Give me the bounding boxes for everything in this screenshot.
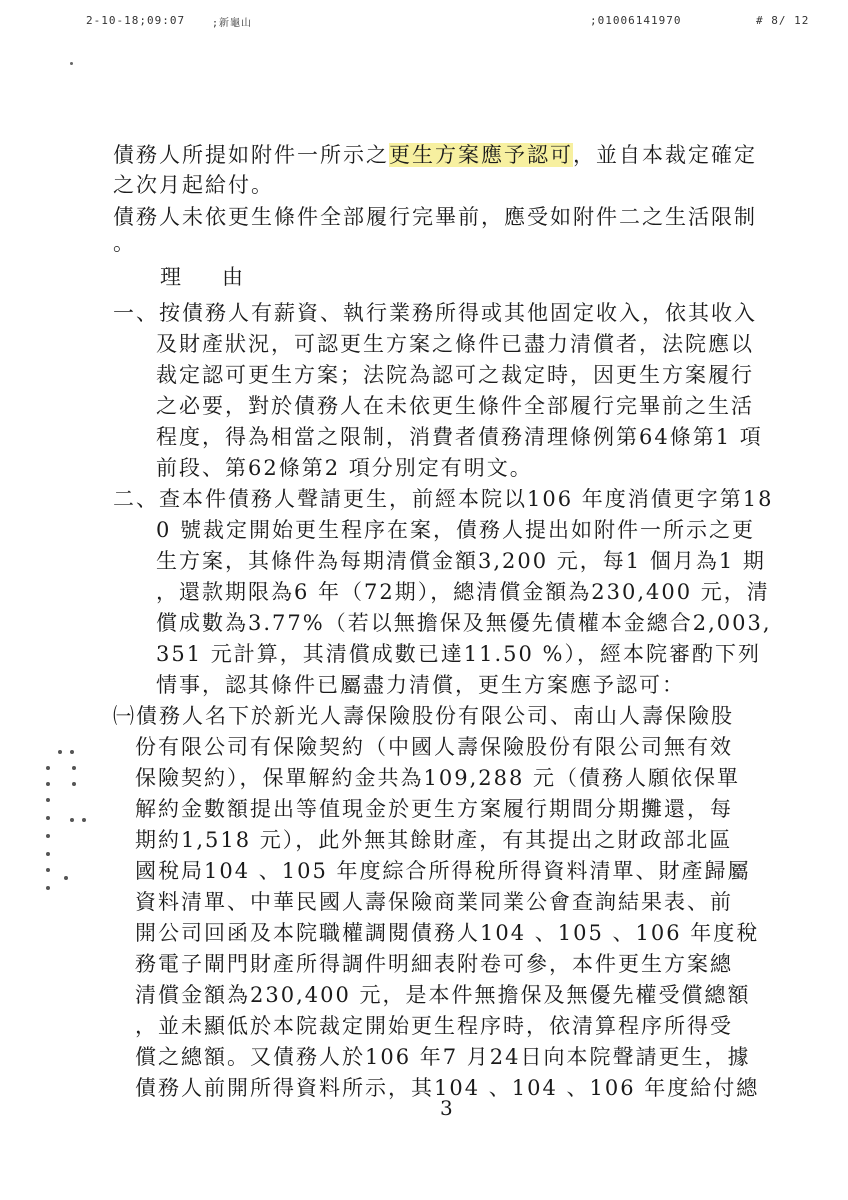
binding-dot bbox=[64, 876, 68, 880]
text-line: 償之總額。又債務人於106 年7 月24日向本院聲請更生，據 bbox=[135, 1045, 751, 1069]
binding-dot bbox=[46, 816, 50, 820]
text-line: 務電子閘門財產所得調件明細表附卷可參，本件更生方案總 bbox=[135, 952, 733, 976]
page-number: 3 bbox=[440, 1096, 453, 1120]
text-segment: 債務人所提如附件一所示之 bbox=[113, 143, 389, 167]
text-line: 償成數為3.77%（若以無擔保及無優先債權本金總合2,003, bbox=[156, 611, 772, 635]
text-line: 資料清單、中華民國人壽保險商業同業公會查詢結果表、前 bbox=[135, 890, 733, 914]
text-line: 債務人前開所得資料所示，其104 、104 、106 年度給付總 bbox=[135, 1076, 760, 1100]
text-line: 債務人未依更生條件全部履行完畢前，應受如附件二之生活限制 bbox=[113, 205, 757, 229]
fax-page: # 8/ 12 bbox=[756, 14, 810, 27]
text-line: 二、查本件債務人聲請更生，前經本院以106 年度消債更字第18 bbox=[113, 487, 774, 511]
text-line: 及財產狀況，可認更生方案之條件已盡力清償者，法院應以 bbox=[156, 332, 754, 356]
binding-holes bbox=[40, 750, 100, 900]
text-line: 生方案，其條件為每期清償金額3,200 元，每1 個月為1 期 bbox=[156, 549, 766, 573]
text-line: 0 號裁定開始更生程序在案，債務人提出如附件一所示之更 bbox=[156, 518, 756, 542]
binding-dot bbox=[72, 782, 76, 786]
text-line: 開公司回函及本院職權調閱債務人104 、105 、106 年度稅 bbox=[135, 921, 760, 945]
fax-sender: ;新龜山 bbox=[212, 18, 253, 29]
binding-dot bbox=[82, 818, 86, 822]
binding-dot bbox=[58, 750, 62, 754]
text-line: 。 bbox=[113, 231, 136, 255]
text-segment: ，並自本裁定確定 bbox=[573, 143, 757, 167]
fax-datetime: 2-10-18;09:07 bbox=[86, 14, 186, 27]
section-heading: 理 由 bbox=[160, 265, 253, 289]
binding-dot bbox=[70, 818, 74, 822]
text-line: 情事，認其條件已屬盡力清償，更生方案應予認可： bbox=[156, 673, 685, 697]
highlighted-text: 更生方案應予認可 bbox=[389, 143, 573, 167]
text-line: 程度，得為相當之限制，消費者債務清理條例第64條第1 項 bbox=[156, 425, 763, 449]
binding-dot bbox=[46, 868, 50, 872]
text-line: 一、按債務人有薪資、執行業務所得或其他固定收入，依其收入 bbox=[113, 301, 757, 325]
text-line: ，還款期限為6 年（72期），總清償金額為230,400 元，清 bbox=[156, 580, 770, 604]
binding-dot bbox=[46, 782, 50, 786]
binding-dot bbox=[70, 750, 74, 754]
text-line: 351 元計算，其清償成數已達11.50 %），經本院審酌下列 bbox=[156, 642, 762, 666]
binding-dot bbox=[46, 852, 50, 856]
binding-dot bbox=[46, 886, 50, 890]
binding-dot bbox=[46, 766, 50, 770]
text-line: 之必要，對於債務人在未依更生條件全部履行完畢前之生活 bbox=[156, 394, 754, 418]
binding-dot bbox=[46, 798, 50, 802]
text-line: 裁定認可更生方案；法院為認可之裁定時，因更生方案履行 bbox=[156, 363, 754, 387]
text-line: ，並未顯低於本院裁定開始更生程序時，依清算程序所得受 bbox=[135, 1014, 733, 1038]
binding-dot bbox=[46, 834, 50, 838]
text-line: 清償金額為230,400 元，是本件無擔保及無優先權受償總額 bbox=[135, 983, 751, 1007]
text-line: ㈠債務人名下於新光人壽保險股份有限公司、南山人壽保險股 bbox=[113, 704, 734, 728]
text-line bbox=[113, 140, 757, 170]
binding-dot bbox=[72, 766, 76, 770]
text-line: 期約1,518 元），此外無其餘財產，有其提出之財政部北區 bbox=[135, 828, 733, 852]
text-line: 前段、第62條第2 項分別定有明文。 bbox=[156, 456, 533, 480]
text-line: 之次月起給付。 bbox=[113, 173, 274, 197]
text-line: 份有限公司有保險契約（中國人壽保險股份有限公司無有效 bbox=[135, 735, 733, 759]
text-line: 保險契約），保單解約金共為109,288 元（債務人願依保單 bbox=[135, 766, 741, 790]
text-line: 國稅局104 、105 年度綜合所得稅所得資料清單、財產歸屬 bbox=[135, 859, 751, 883]
fax-number: ;01006141970 bbox=[590, 14, 682, 27]
text-line: 解約金數額提出等值現金於更生方案履行期間分期攤還，每 bbox=[135, 797, 733, 821]
